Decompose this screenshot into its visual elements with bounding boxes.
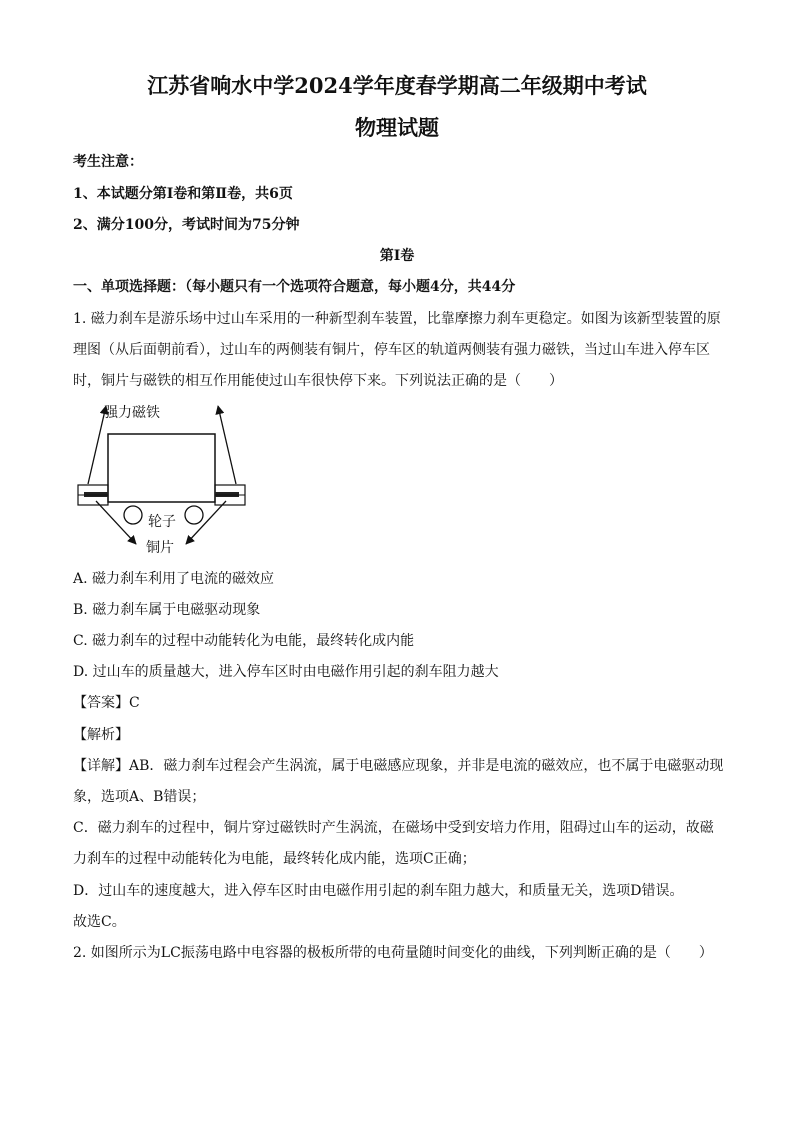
q1-option-b: B. 磁力刹车属于电磁驱动现象 [73, 602, 261, 618]
magnetic-brake-diagram [74, 398, 254, 558]
label-wheel: 轮子 [148, 514, 176, 530]
notice-heading: 考生注意： [73, 154, 143, 170]
q1-detail-line-1: 【详解】AB．磁力刹车过程会产生涡流，属于电磁感应现象，并非是电流的磁效应，也不属于电磁驱动现 [73, 758, 724, 774]
right-wheel [185, 506, 203, 524]
exam-subtitle: 物理试题 [355, 115, 439, 140]
q1-detail-line-2: 象，选项A、B错误； [73, 789, 206, 805]
part-heading: 一、单项选择题：（每小题只有一个选项符合题意，每小题4分，共44分 [73, 279, 516, 295]
notice-item-1: 1、本试题分第Ⅰ卷和第Ⅱ卷，共6页 [73, 186, 293, 202]
q1-answer: 【答案】C [73, 695, 140, 711]
q1-detail-line-5: D．过山车的速度越大，进入停车区时由电磁作用引起的刹车阻力越大，和质量无关，选项D错误。 [73, 883, 684, 899]
section-title: 第Ⅰ卷 [379, 248, 415, 264]
q1-detail-line-4: 力刹车的过程中动能转化为电能，最终转化成内能，选项C正确； [73, 851, 476, 867]
left-wheel [124, 506, 142, 524]
q1-conclusion: 故选C。 [73, 914, 126, 930]
label-strong-magnet: 强力磁铁 [104, 405, 160, 421]
q1-detail-line-3: C．磁力刹车的过程中，铜片穿过磁铁时产生涡流，在磁场中受到安培力作用，阻碍过山车的运动，故磁 [73, 820, 714, 836]
label-copper-plate: 铜片 [146, 540, 174, 556]
q1-option-a: A. 磁力刹车利用了电流的磁效应 [73, 571, 275, 587]
notice-item-2: 2、满分100分，考试时间为75分钟 [73, 217, 300, 233]
copper-arrow-right [186, 501, 226, 544]
q2-stem: 2. 如图所示为LC振荡电路中电容器的极板所带的电荷量随时间变化的曲线，下列判断正确的是（ ） [73, 945, 713, 961]
q1-stem-line-1: 1. 磁力刹车是游乐场中过山车采用的一种新型刹车装置，比靠摩擦力刹车更稳定。如图为该新型装置的原 [73, 311, 721, 327]
q1-analysis-heading: 【解析】 [73, 727, 129, 743]
copper-arrow-left [96, 501, 136, 544]
q1-option-c: C. 磁力刹车的过程中动能转化为电能，最终转化成内能 [73, 633, 415, 649]
coaster-car-body [108, 434, 215, 502]
magnet-arrow-right [218, 406, 236, 484]
exam-title: 江苏省响水中学2024学年度春学期高二年级期中考试 [147, 73, 647, 98]
q1-stem-line-2: 理图（从后面朝前看），过山车的两侧装有铜片，停车区的轨道两侧装有强力磁铁，当过山车进入停车区 [73, 342, 710, 358]
q1-option-d: D. 过山车的质量越大，进入停车区时由电磁作用引起的刹车阻力越大 [73, 664, 499, 680]
q1-stem-line-3: 时，铜片与磁铁的相互作用能使过山车很快停下来。下列说法正确的是（ ） [73, 373, 563, 389]
q1-figure [74, 398, 254, 558]
